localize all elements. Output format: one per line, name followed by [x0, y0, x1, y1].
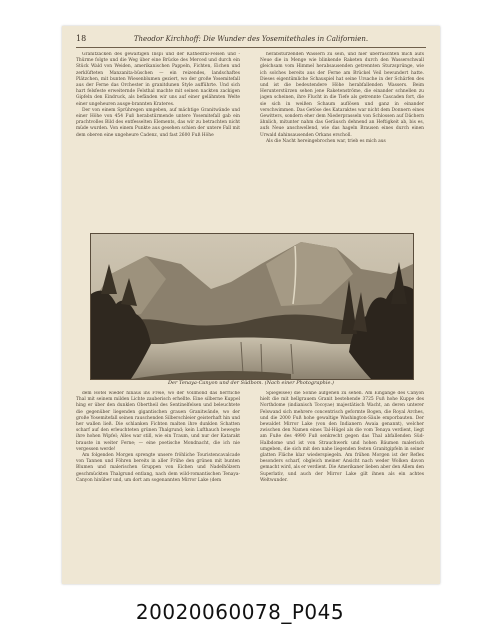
paragraph: Als die Nacht hereingebrochen war, trieb es mich aus	[266, 138, 386, 144]
catalog-id-label: 20020060078_P045	[135, 600, 345, 624]
page-number: 18	[76, 34, 87, 43]
header-rule	[76, 47, 426, 48]
paragraph: Der von einem Sprühregen umgeben, auf mächtige Granitwände und einer Höhe von 454 Fuß herabstürmende untere Yosemitefall gab ein prachtvolles Bild des entfesselten Elements, das wir zu betrachten nicht müde wurden. Von einem Punkte aus gesehen schien der untere Fall mit dem oberen eine ungeheure Cadenz, und fast 2600 Fuß Höhe	[76, 107, 240, 138]
paragraph: dem Hotel wieder hinaus ins Freie, wo der Vollmond das herrliche Thal mit seinem milden Lichte zauberisch erhellte. Eine silberne Kuppel hing er über den dunklen Obertheil des Sentinelfelsen und beleuchtete die gegenüber liegenden gigantischen grauen Granitwände, wo der große Yosemitefall seinen rauschenden Silberschleier geisterhaft hin und her wallen ließ. Die schlanken Fichten malten ihre dunklen Schatten scharf auf den erleuchteten grünen Thalgrund; kein Lufthauch bewegte ihre hohen Wipfel; Alles war still, wie ein Traum, und nur der Katarakt brauste in weiter Ferne; — eine poetische Mondnacht, die ich nie vergessen werde!	[76, 391, 240, 452]
paragraph: Spiegelsee) die Sonne aufgehen zu sehen. Am Eingange des Canyon hielt die mit hellgrauem Granit bestehende 3725 Fuß hohe Kuppe des Northdome (indianisch Tocoyae) majestätisch Wacht, an deren unterer Felswand sich mehrere concentrisch geformte Bogen, die Royal Arches, und die 2000 Fuß hohe gewaltige Washington-Säule emporbauten. Der bewaldet Mirror Lake (von den Indianern Awaia genannt), welcher zwischen den Namen eines Tal-Hügel als die vom Tenaya verdient, liegt am Fuße des 4990 Fuß senkrecht gegen das Thal abfallenden Süd-Halbdome und ist von Strauchwerk und hohen Bäumen malerisch umgeben, die sich mit den nahe liegenden festen Granitgipfeln in seiner glatten Fläche klar wiederspiegeln. Am frühen Morgen ist der Reflex besonders scharf, obgleich meiner Ansicht nach weder Wolken davon gemacht wird, als er verdient. Die Amerikaner lieben aber den Allem den Superlativ, und auch der Mirror Lake gilt ihnen als ein achtes Weltwunder.	[260, 391, 424, 483]
text-column-top-right	[260, 52, 424, 224]
text-column-bottom-right	[260, 391, 424, 577]
illustration-caption: Der Tenaya-Canyon und der Südbom. (Nach einer Photographie.)	[168, 380, 334, 386]
book-page	[62, 26, 440, 584]
paragraph: herabstürzenden Wassern zu sein, und hier überraschten mich aufs Neue die in Menge wie blinkende Raketen durch den Wasserschwall gleichsam vom Himmel herabsausenden getrennten Sturzsprünge, wie ich solches bereits aus der Ferne am Brückel Veil bewundert hatte. Dieses eigentümliche Schauspiel hat seine Ursache in der Schärfen des und ist die bedeutendere Höhe herabfallenden Wassers. Beim Herunterstürzen sehen jene Raketenströme, die einander schnellen zu jagen scheinen, ihre Flucht in die Tiefe als getrennte Cascaden fort, die sie sich in weißen Schaum auflösen und ganz in einander verschwimmen. Das Getöse des Kataraktes war nicht dem Donnern eines Gewitters, sondern eher dem Niederprasseln von Schlossen auf Dächern ähnlich, mitunter nahm das Geräusch dehnend an Heftigkeit ab, bis es, aufs Neue anschwellend, wie das hageln Brausen eines durch einen Urwald dahinsausenden Orkans erscholl.	[260, 52, 424, 138]
paragraph: Am folgenden Morgen sprengte unsere fröhliche Touristencavalcade von Tannen und Föhren bereits in aller Frühe den grünen mit bunten Blumen und malerischen Gruppen von Eichen und Nadelhölzern geschmückten Thalgrund entlang, nach dem wild-romantischen Tenaya-Canyon hinüber und, um dort am sogenannten Mirror Lake (dem	[76, 453, 240, 483]
landscape-engraving	[90, 233, 414, 380]
page-header	[76, 34, 426, 46]
text-column-bottom-left	[76, 391, 240, 577]
running-title: Theodor Kirchhoff: Die Wunder des Yosemitethales in Californien.	[133, 35, 369, 43]
text-column-top-left	[76, 52, 240, 224]
paragraph: Granitzacken des gewaltigen Inspi und der Kathedral-Felsen und -Thürme folgte und die Weg über eine Brücke des Merced und durch ein Stück Wald von Weiden, amerikanischen Pappeln, Fichten, Eichen und zerklüfteten Manzanita-büschen — ein reizendes, landschaftes Plätzchen, mit bunten Wiesenblumen geziert, wo der große Yosemitefall aus der Ferne das Orchester in granitdunen Style aufführte. Und sich hart felsfeste erweiternde Felsthal machte mit seinen nackten zackigen Gipfeln den Eindruck, als befänden wir uns auf einer gelähmten Welte einer ungeheuren ausge-brannten Krateres.	[76, 52, 240, 107]
